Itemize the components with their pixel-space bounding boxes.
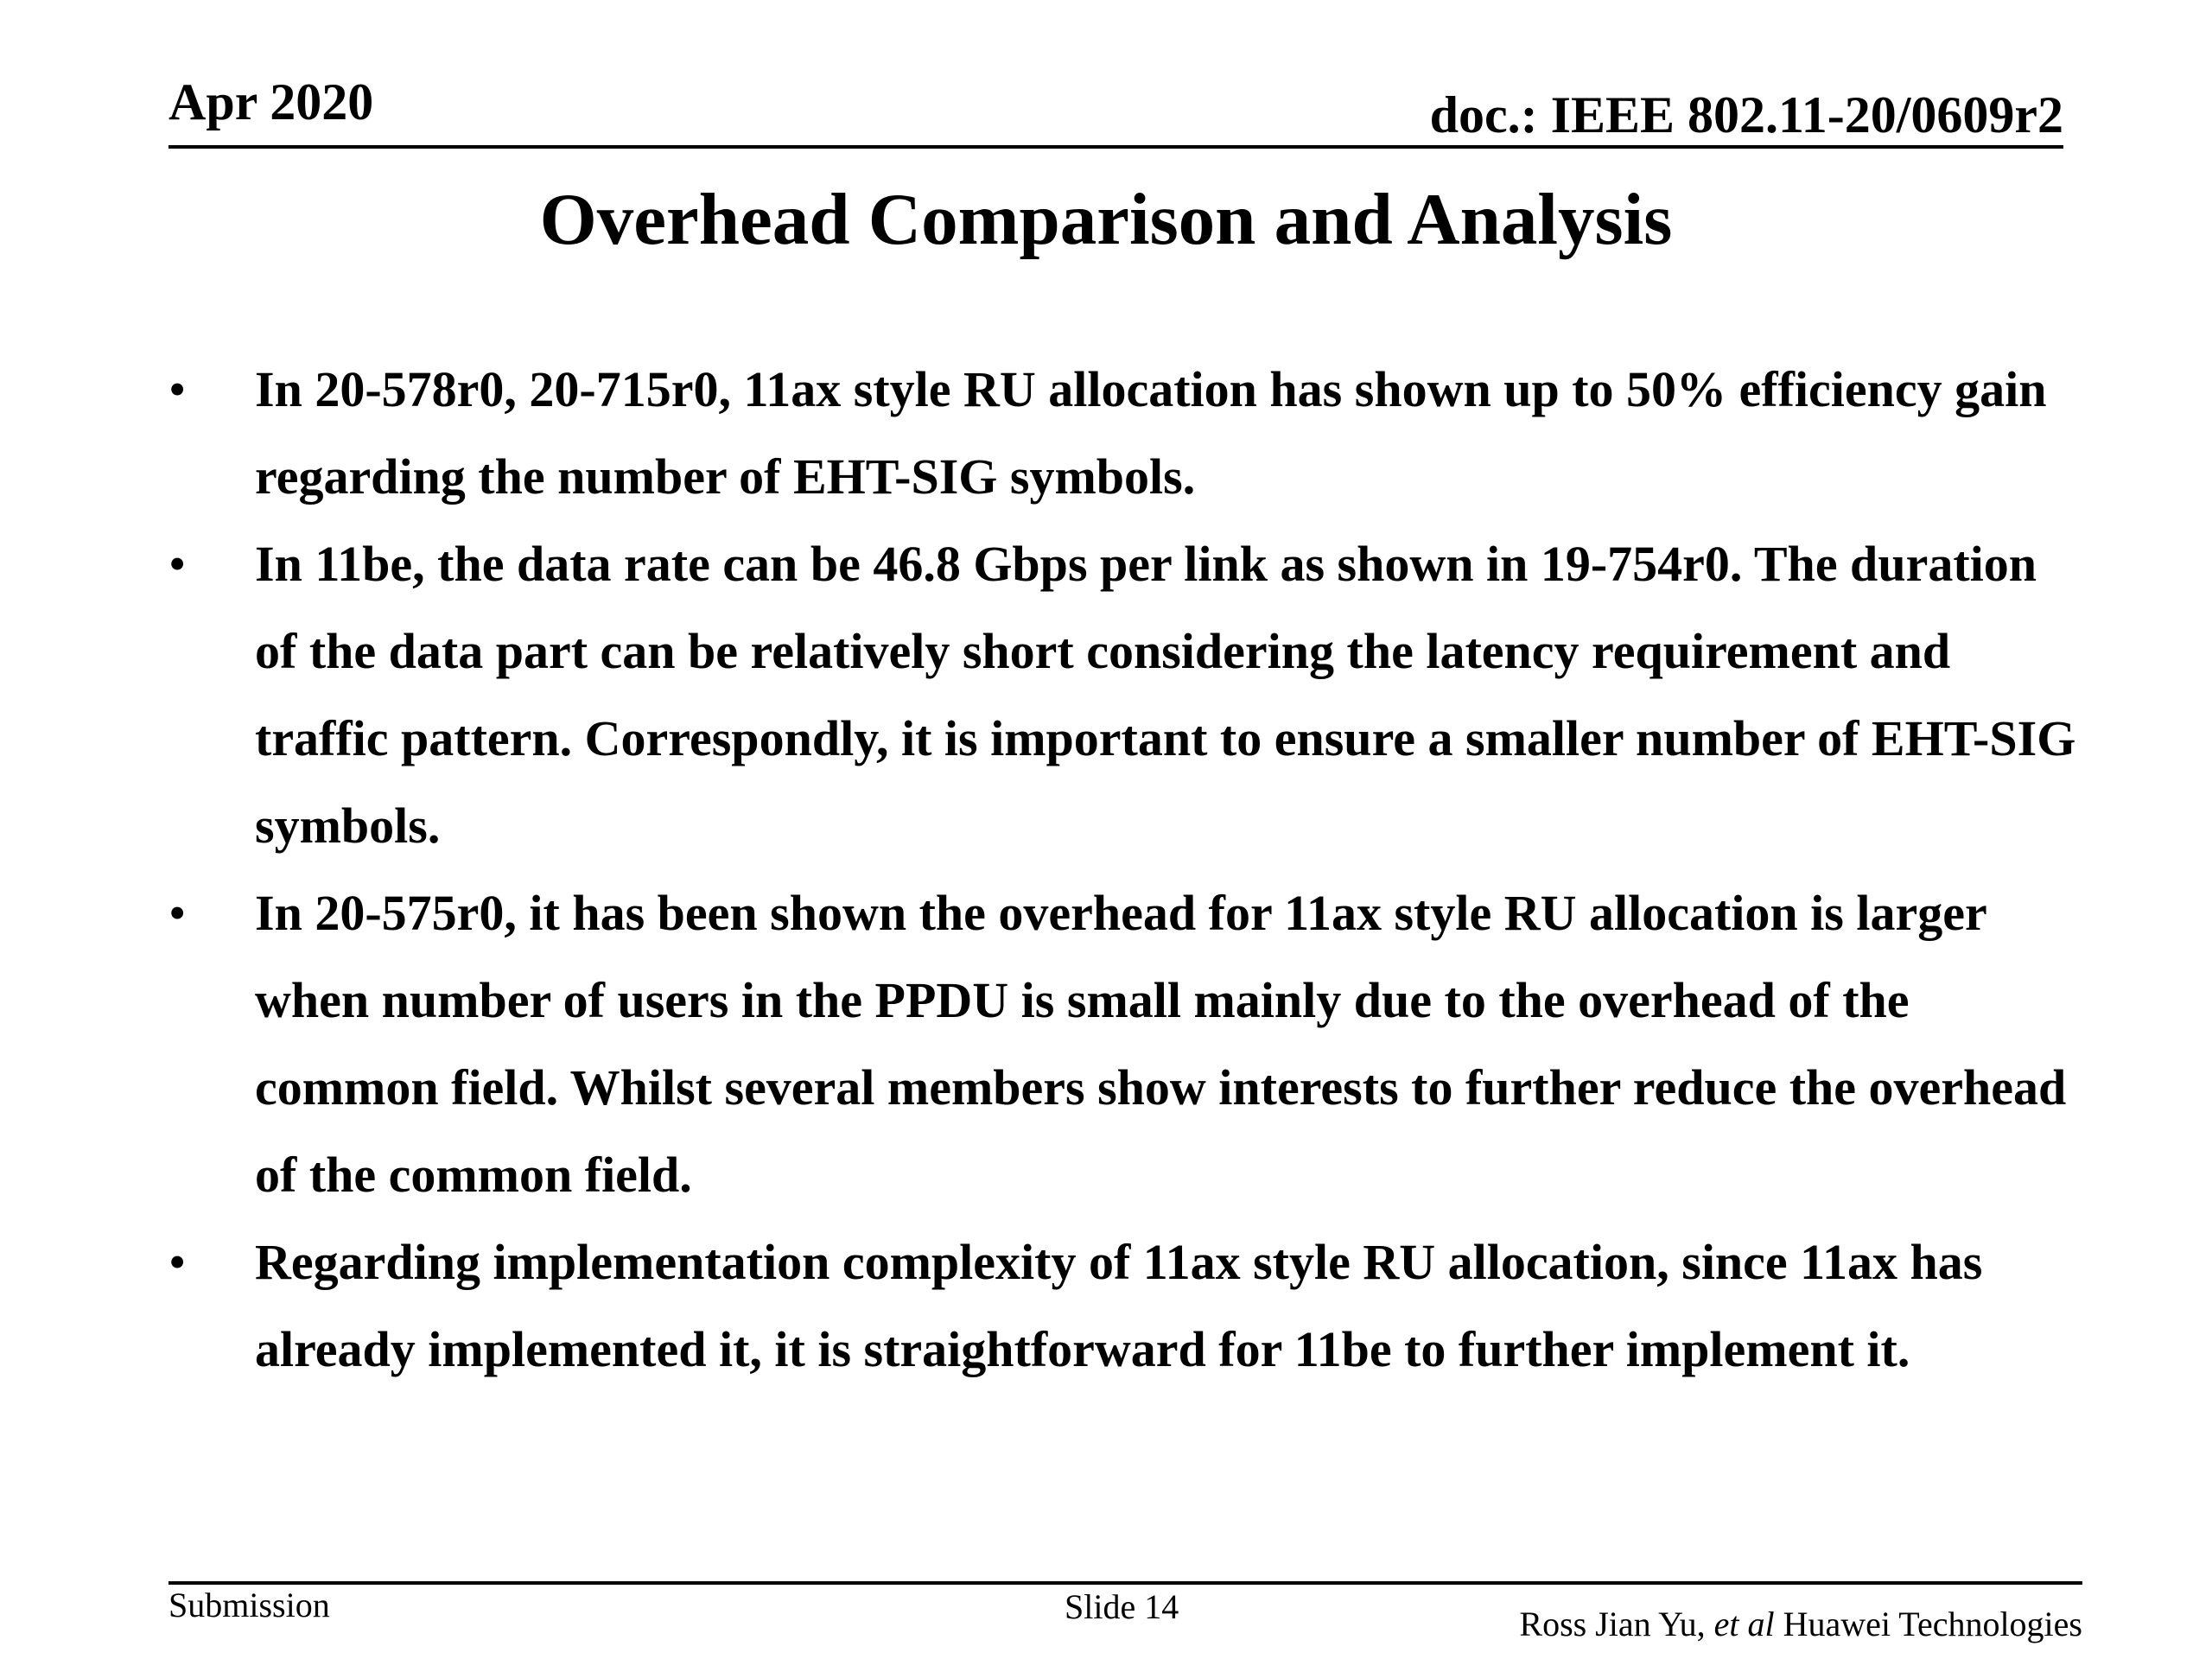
header-date: Apr 2020	[168, 73, 374, 130]
footer-submission: Submission	[168, 1586, 330, 1624]
slide-title: Overhead Comparison and Analysis	[539, 179, 1673, 260]
bullet-item	[168, 1218, 2087, 1393]
bullet-text: In 20-575r0, it has been shown the overhead for 11ax style RU allocation is larger when number of users in the PPDU is small mainly due to the overhead of the common field. Whilst several members show interests to further reduce the overhead of the common field.	[255, 885, 2067, 1203]
bullet-list	[168, 346, 2087, 1393]
bullet-text: Regarding implementation complexity of 11ax style RU allocation, since 11ax has already implemented it, it is straightforward for 11be to further implement it.	[255, 1234, 1983, 1377]
footer-divider	[168, 1581, 2082, 1585]
header-divider	[168, 145, 2063, 149]
footer-author-name: Ross Jian Yu,	[1519, 1605, 1706, 1643]
bullet-item	[168, 346, 2087, 520]
bullet-item	[168, 869, 2087, 1218]
footer-author	[1519, 1607, 2082, 1642]
footer-author-etal: et al	[1713, 1605, 1775, 1643]
footer-author-org: Huawei Technologies	[1783, 1605, 2082, 1643]
bullet-text: In 11be, the data rate can be 46.8 Gbps per link as shown in 19-754r0. The duration of the data part can be relatively short considering the latency requirement and traffic pattern. Correspondly, it is important to ensure a smaller number of EHT-SIG symbols.	[255, 536, 2076, 854]
bullet-text: In 20-578r0, 20-715r0, 11ax style RU allocation has shown up to 50% efficiency gain regarding the number of EHT-SIG symbols.	[255, 361, 2047, 505]
bullet-item	[168, 520, 2087, 869]
footer-slide-number: Slide 14	[1065, 1587, 1179, 1626]
bullet-dot-icon: •	[168, 536, 187, 592]
header-doc-id: doc.: IEEE 802.11-20/0609r2	[1429, 86, 2063, 143]
bullet-dot-icon: •	[168, 361, 187, 417]
bullet-dot-icon: •	[168, 885, 187, 941]
bullet-dot-icon: •	[168, 1234, 187, 1290]
